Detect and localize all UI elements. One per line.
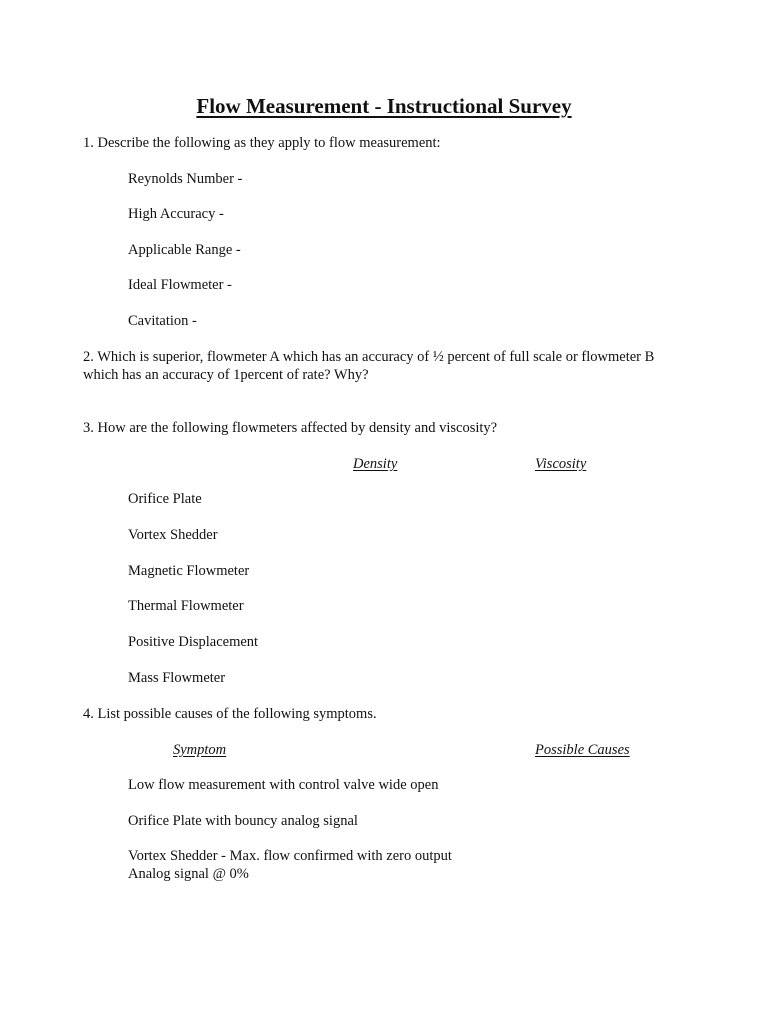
- q1-item-cavitation: Cavitation -: [128, 313, 197, 329]
- column-header-viscosity: Viscosity: [535, 456, 587, 472]
- question-3-prompt: 3. How are the following flowmeters affected by density and viscosity?: [83, 420, 498, 436]
- document-title-text: Flow Measurement - Instructional Survey: [196, 94, 572, 118]
- column-header-density: Density: [353, 456, 398, 472]
- question-1-prompt: 1. Describe the following as they apply to flow measurement:: [83, 135, 441, 151]
- q3-item-magnetic-flowmeter: Magnetic Flowmeter: [128, 563, 250, 579]
- question-2-line-2: which has an accuracy of 1percent of rate? Why?: [83, 367, 369, 383]
- q1-item-reynolds-number: Reynolds Number -: [128, 171, 243, 187]
- document-title: [0, 93, 768, 119]
- q3-item-thermal-flowmeter: Thermal Flowmeter: [128, 598, 244, 614]
- question-4-prompt: 4. List possible causes of the following symptoms.: [83, 706, 377, 722]
- q4-item-low-flow: Low flow measurement with control valve wide open: [128, 777, 439, 793]
- q3-item-orifice-plate: Orifice Plate: [128, 491, 202, 507]
- column-header-symptom: Symptom: [173, 742, 227, 758]
- q4-item-bouncy-signal: Orifice Plate with bouncy analog signal: [128, 813, 358, 829]
- q4-item-vortex-analog-signal: Analog signal @ 0%: [128, 866, 249, 882]
- q3-item-positive-displacement: Positive Displacement: [128, 634, 259, 650]
- q1-item-ideal-flowmeter: Ideal Flowmeter -: [128, 277, 232, 293]
- q1-item-applicable-range: Applicable Range -: [128, 242, 241, 258]
- q4-item-vortex-max-flow: Vortex Shedder - Max. flow confirmed with zero output: [128, 848, 452, 864]
- q3-item-mass-flowmeter: Mass Flowmeter: [128, 670, 226, 686]
- q1-item-high-accuracy: High Accuracy -: [128, 206, 224, 222]
- column-header-possible-causes: Possible Causes: [535, 742, 630, 758]
- question-2-line-1: 2. Which is superior, flowmeter A which has an accuracy of ½ percent of full scale or flowmeter B: [83, 349, 655, 365]
- q3-item-vortex-shedder: Vortex Shedder: [128, 527, 218, 543]
